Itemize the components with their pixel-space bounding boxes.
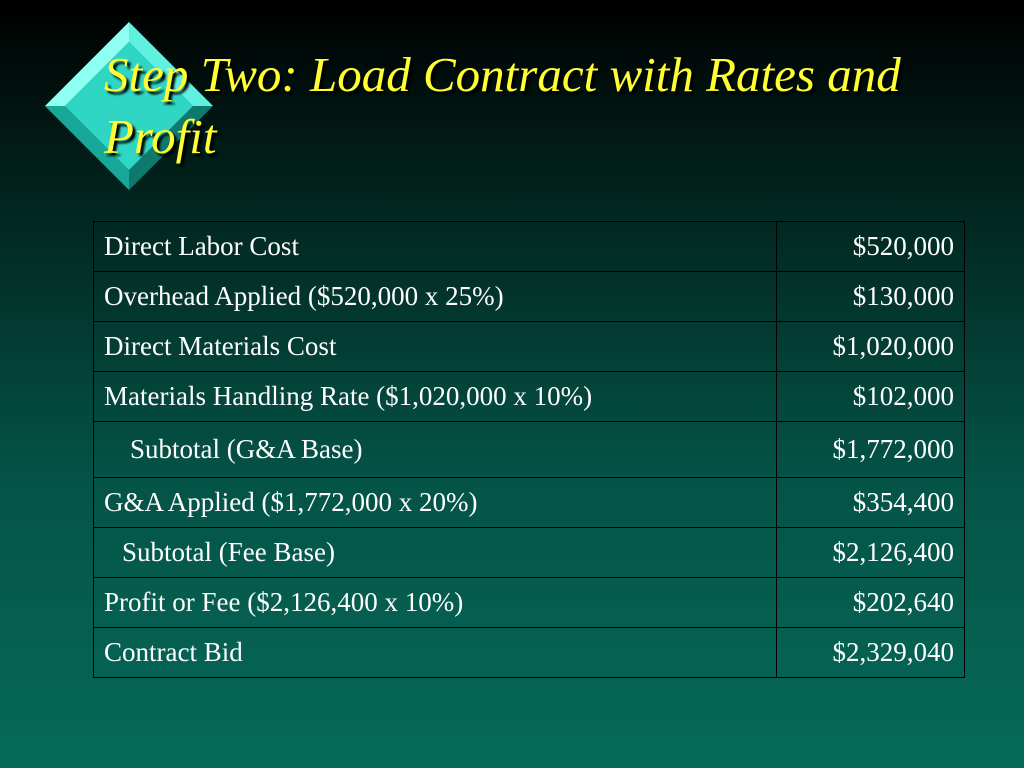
row-label: Subtotal (Fee Base) [94,528,777,578]
table-row [94,578,965,628]
row-label: Subtotal (G&A Base) [94,422,777,478]
row-value: $130,000 [777,272,965,322]
row-label: G&A Applied ($1,772,000 x 20%) [94,478,777,528]
table-row [94,528,965,578]
slide-title: Step Two: Load Contract with Rates and Profit [104,47,901,164]
table-row [94,372,965,422]
table-row [94,272,965,322]
row-label: Direct Materials Cost [94,322,777,372]
row-value: $102,000 [777,372,965,422]
row-value: $1,772,000 [777,422,965,478]
row-value: $520,000 [777,222,965,272]
cost-table [93,221,965,678]
row-label: Materials Handling Rate ($1,020,000 x 10%) [94,372,777,422]
row-label: Profit or Fee ($2,126,400 x 10%) [94,578,777,628]
row-value: $1,020,000 [777,322,965,372]
row-value: $354,400 [777,478,965,528]
row-value: $2,329,040 [777,628,965,678]
table-row [94,478,965,528]
table-row [94,222,965,272]
table-row [94,628,965,678]
row-value: $202,640 [777,578,965,628]
row-value: $2,126,400 [777,528,965,578]
table-row [94,422,965,478]
row-label: Overhead Applied ($520,000 x 25%) [94,272,777,322]
table-row [94,322,965,372]
row-label: Contract Bid [94,628,777,678]
row-label: Direct Labor Cost [94,222,777,272]
